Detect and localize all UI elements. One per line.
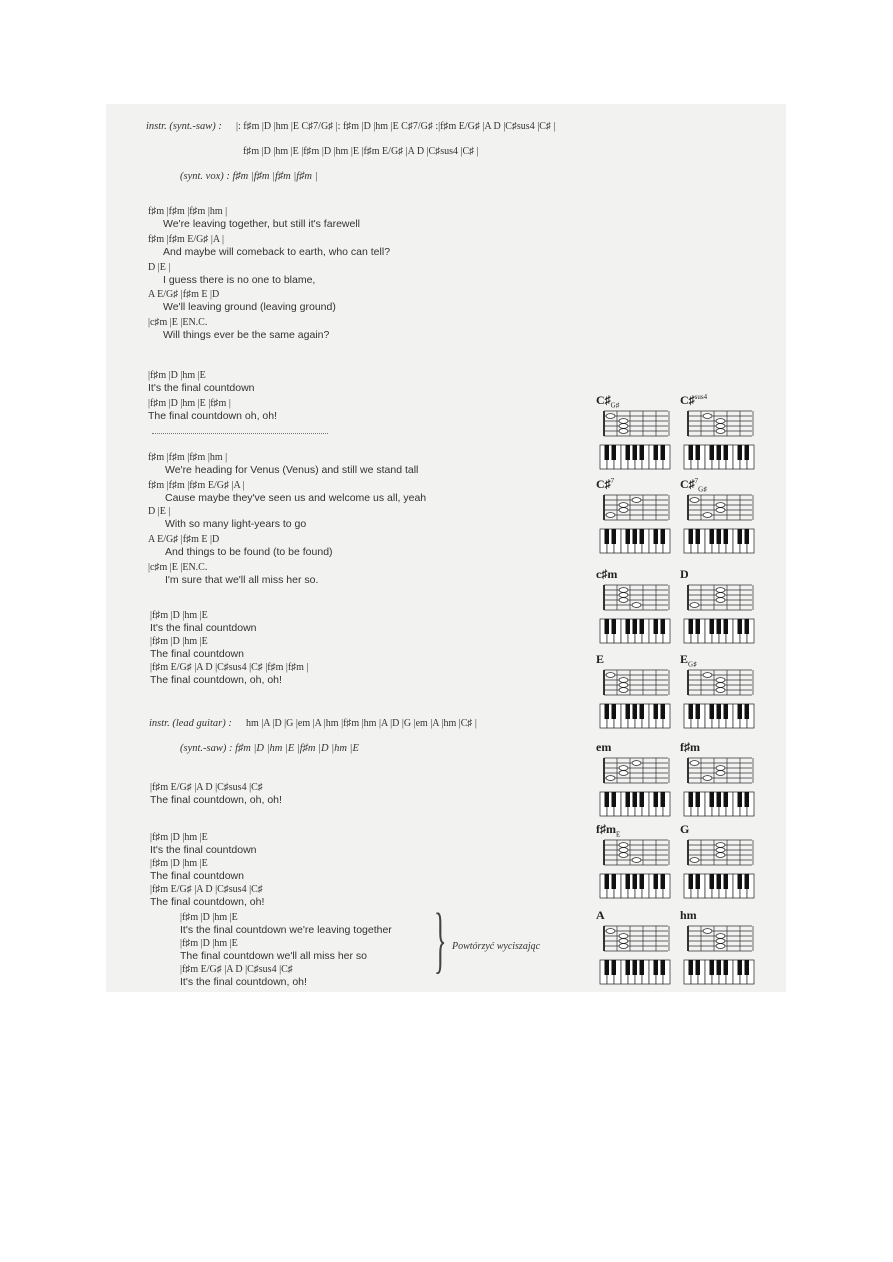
dotted-divider (152, 433, 328, 434)
chord-line: f♯m |f♯m |f♯m |hm | (148, 206, 228, 217)
chord-line: |f♯m |D |hm |E (150, 832, 208, 843)
lyric-line: We're leaving together, but still it's farewell (163, 218, 360, 230)
chord-line: |f♯m E/G♯ |A D |C♯sus4 |C♯ (180, 964, 293, 975)
chord-line: A E/G♯ |f♯m E |D (148, 289, 220, 300)
lyric-line: We're heading for Venus (Venus) and still we stand tall (165, 464, 419, 476)
chord-diagram (682, 754, 756, 818)
chord-diagram (682, 491, 756, 555)
chord-line: |f♯m |D |hm |E (180, 938, 238, 949)
chord-name-sub: G♯ (698, 485, 707, 494)
chord-name-text: E (680, 652, 689, 666)
chord-name-text: C♯ (596, 477, 611, 491)
lyric-line: I'm sure that we'll all miss her so. (165, 574, 319, 586)
chord-name-text: G (680, 822, 690, 836)
chord-name-sub: G♯ (688, 660, 697, 669)
chord-diagram (598, 922, 672, 986)
chord-diagram (598, 666, 672, 730)
chord-name-text: c♯m (596, 567, 618, 581)
chord-name-text: C♯ (680, 393, 695, 407)
chord-name-sub: G♯ (610, 401, 620, 410)
lyric-line: The final countdown (150, 870, 244, 882)
chord-line: |f♯m |D |hm |E (180, 912, 238, 923)
chord-diagram (682, 836, 756, 900)
lyric-line: It's the final countdown, oh! (180, 976, 307, 988)
lyric-line: The final countdown, oh, oh! (150, 674, 282, 686)
lead-label: instr. (lead guitar) : (149, 718, 232, 729)
chord-line: |c♯m |E |EN.C. (148, 317, 208, 328)
lyric-line: We'll leaving ground (leaving ground) (163, 301, 336, 313)
lead-synt-saw: (synt.-saw) : f♯m |D |hm |E |f♯m |D |hm |E (180, 743, 359, 754)
chord-line: |f♯m |D |hm |E (150, 636, 208, 647)
chord-name-text: C♯ (596, 393, 611, 407)
lyric-line: Cause maybe they've seen us and welcome us all, yeah (165, 492, 427, 504)
chord-line: |f♯m E/G♯ |A D |C♯sus4 |C♯ (150, 782, 263, 793)
chord-line: |f♯m E/G♯ |A D |C♯sus4 |C♯ |f♯m |f♯m | (150, 662, 309, 673)
chord-name-text: E (596, 652, 605, 666)
chord-name-text: D (680, 567, 689, 581)
outro-brace: } (434, 899, 447, 981)
chord-name-text: C♯ (680, 477, 695, 491)
chord-name-sub: E (616, 830, 621, 839)
chord-line: |c♯m |E |EN.C. (148, 562, 208, 573)
lyric-line: And things to be found (to be found) (165, 546, 333, 558)
chord-line: |f♯m |D |hm |E (150, 610, 208, 621)
lyric-line: It's the final countdown (150, 622, 257, 634)
lyric-line: With so many light-years to go (165, 518, 307, 530)
intro-row1: |: f♯m |D |hm |E C♯7/G♯ |: f♯m |D |hm |E C♯7/G♯ :|f♯m E/G♯ |A D |C♯sus4 |C♯ | (236, 121, 556, 132)
chord-diagram (682, 922, 756, 986)
chord-line: f♯m |f♯m |f♯m E/G♯ |A | (148, 480, 245, 491)
chord-name-sup: sus4 (694, 393, 708, 401)
chord-line: f♯m |f♯m |f♯m |hm | (148, 452, 228, 463)
intro-label: instr. (synt.-saw) : (146, 121, 222, 132)
chord-name-sup: 7 (694, 477, 699, 485)
lyric-line: The final countdown (150, 648, 244, 660)
chord-name-text: hm (680, 908, 697, 922)
lyric-line: It's the final countdown we're leaving together (180, 924, 392, 936)
lyric-line: And maybe will comeback to earth, who can tell? (163, 246, 391, 258)
intro-row2: f♯m |D |hm |E |f♯m |D |hm |E |f♯m E/G♯ |A D |C♯sus4 |C♯ | (243, 146, 479, 157)
lyric-line: It's the final countdown (150, 844, 257, 856)
chord-name-text: f♯m (596, 822, 616, 836)
lyric-line: The final countdown, oh, oh! (150, 794, 282, 806)
chord-diagram (682, 407, 756, 471)
chord-diagram (598, 407, 672, 471)
lyric-line: The final countdown we'll all miss her so (180, 950, 368, 962)
chord-diagram (598, 836, 672, 900)
chord-name-sup: 7 (610, 477, 615, 485)
chord-name-text: A (596, 908, 605, 922)
chord-line: |f♯m |D |hm |E (150, 858, 208, 869)
chord-diagram (682, 666, 756, 730)
chord-line: D |E | (148, 262, 171, 273)
lyric-line: The final countdown oh, oh! (148, 410, 278, 422)
chord-line: A E/G♯ |f♯m E |D (148, 534, 220, 545)
lead-row1: hm |A |D |G |em |A |hm |f♯m |hm |A |D |G |em |A |hm |C♯ | (246, 718, 477, 729)
chord-diagram (598, 754, 672, 818)
lyric-line: I guess there is no one to blame, (163, 274, 316, 286)
chord-name-text: em (596, 740, 612, 754)
chord-diagram (682, 581, 756, 645)
outro-note: Powtórzyć wyciszając (452, 941, 541, 952)
lyric-line: It's the final countdown (148, 382, 255, 394)
chord-name-text: f♯m (680, 740, 700, 754)
chord-line: |f♯m |D |hm |E (148, 370, 206, 381)
chord-line: |f♯m E/G♯ |A D |C♯sus4 |C♯ (150, 884, 263, 895)
chord-line: f♯m |f♯m E/G♯ |A | (148, 234, 225, 245)
intro-synt-vox: (synt. vox) : f♯m |f♯m |f♯m |f♯m | (180, 171, 318, 182)
chord-line: D |E | (148, 506, 171, 517)
lyric-line: Will things ever be the same again? (163, 329, 330, 341)
chord-line: |f♯m |D |hm |E |f♯m | (148, 398, 231, 409)
lyric-line: The final countdown, oh! (150, 896, 265, 908)
chord-diagram (598, 491, 672, 555)
chord-diagram (598, 581, 672, 645)
